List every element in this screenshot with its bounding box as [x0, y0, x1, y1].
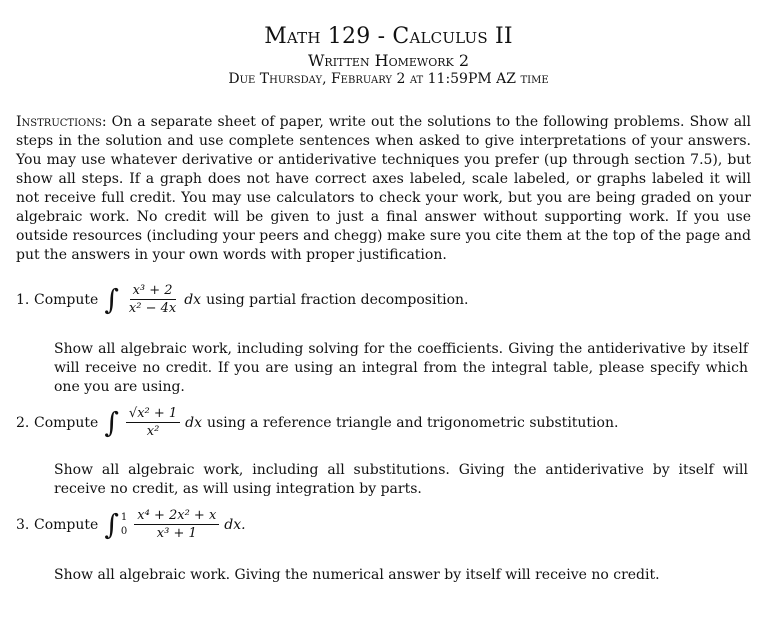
problem-3 [16, 508, 756, 541]
integral-sign: ∫ [104, 283, 119, 316]
problem-number: 2. [16, 414, 30, 431]
denominator: x² [146, 424, 160, 439]
problem-number: 1. [16, 291, 30, 308]
denominator: x³ + 1 [156, 526, 197, 541]
numerator: x³ + 2 [130, 283, 176, 300]
problem-3-detail: Show all algebraic work. Giving the numerical answer by itself will receive no credit. [54, 567, 660, 583]
problem-lead: Compute [34, 516, 99, 533]
integrand-fraction [134, 508, 219, 541]
numerator: √x² + 1 [126, 406, 180, 423]
differential: dx. [224, 516, 246, 533]
assignment-subtitle: Written Homework 2 [307, 51, 470, 70]
integral-limits [121, 511, 127, 539]
problem-2-detail: Show all algebraic work, including all substitutions. Giving the antiderivative by itself will receive no credit, as will using integration by parts. [54, 462, 748, 497]
problem-tail: using a reference triangle and trigonometric substitution. [207, 414, 619, 431]
problem-lead: Compute [34, 291, 99, 308]
integral-sign: ∫ [104, 406, 119, 439]
problem-lead: Compute [34, 414, 99, 431]
differential: dx [184, 291, 202, 308]
problem-2 [16, 406, 756, 439]
denominator: x² − 4x [128, 301, 177, 316]
integrand-fraction [126, 406, 180, 439]
due-date: Due Thursday, February 2 at 11:59PM AZ time [228, 71, 549, 87]
problem-number: 3. [16, 516, 30, 533]
upper-limit: 1 [120, 511, 128, 523]
instructions-text: On a separate sheet of paper, write out the solutions to the following problems. Show all steps in the solution and use complete sentences when asked to give interpretations of your answers. You may use whatever derivative or antiderivative techniques you prefer (up through section 7.5), but show all steps. If a graph does not have correct axes labeled, scale labeled, or graphs labeled it will not receive full credit. You may use calculators to check your work, but you are being graded on your algebraic work. No credit will be given to just a final answer without supporting work. If you use outside resources (including your peers and chegg) make sure you cite them at the top of the page and put the answers in your own words with proper justification. [16, 114, 751, 263]
integral-sign: ∫ [104, 508, 119, 541]
differential: dx [185, 414, 203, 431]
lower-limit: 0 [120, 525, 128, 537]
instructions-paragraph [16, 113, 751, 265]
problem-tail: using partial fraction decomposition. [206, 291, 469, 308]
integrand-fraction [126, 283, 179, 316]
course-title: Math 129 - Calculus II [264, 24, 513, 49]
problem-1-detail: Show all algebraic work, including solving for the coefficients. Giving the antiderivative by itself will receive no credit. If you are using an integral from the integral table, please specify which one you are using. [54, 341, 748, 395]
numerator: x⁴ + 2x² + x [134, 508, 219, 525]
problem-1 [16, 283, 756, 316]
instructions-label: Instructions: [16, 114, 107, 130]
